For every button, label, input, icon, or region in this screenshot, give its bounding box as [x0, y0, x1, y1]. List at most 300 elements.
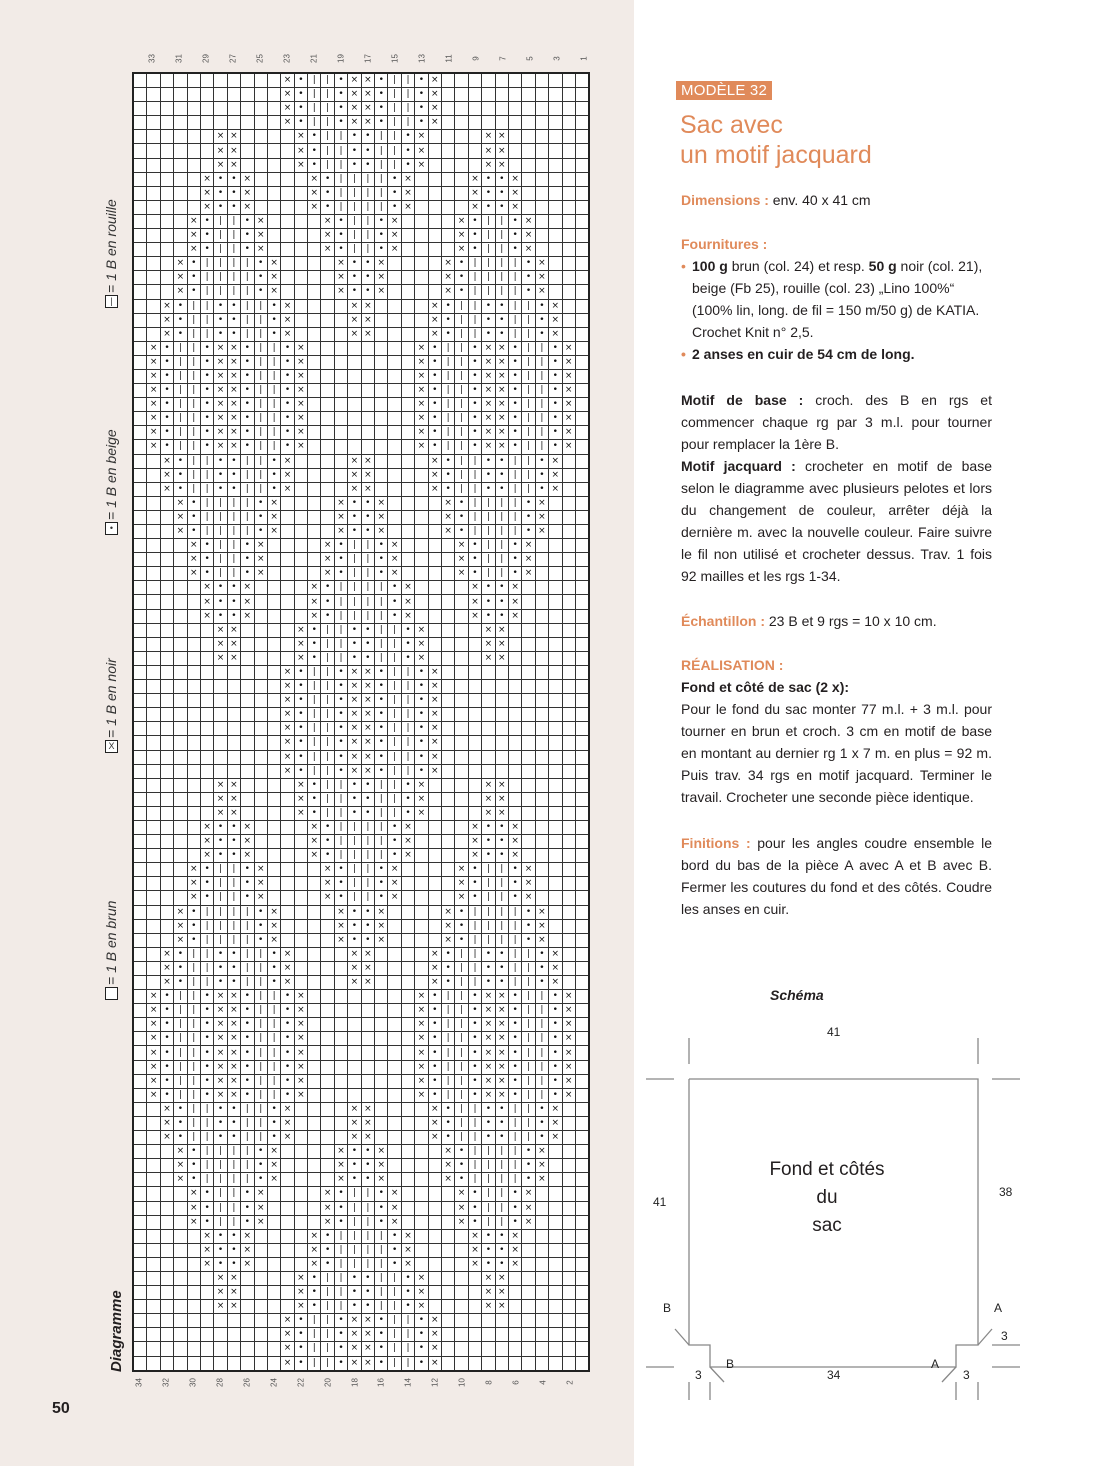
- chart-cell: [535, 102, 548, 116]
- chart-cell: •: [495, 595, 508, 609]
- chart-cell: [549, 1356, 562, 1371]
- chart-cell: ×: [214, 1271, 227, 1285]
- chart-cell: [321, 919, 334, 933]
- chart-cell: •: [508, 990, 521, 1004]
- chart-cell: [294, 510, 307, 524]
- chart-cell: ×: [428, 1102, 441, 1116]
- chart-cell: [321, 525, 334, 539]
- chart-row: [133, 1187, 589, 1201]
- chart-cell: [522, 708, 535, 722]
- chart-cell: [549, 792, 562, 806]
- chart-cell: |: [334, 186, 347, 200]
- chart-cell: [401, 1215, 414, 1229]
- chart-cell: •: [482, 1257, 495, 1271]
- chart-cell: ×: [415, 1286, 428, 1300]
- chart-cell: ×: [388, 891, 401, 905]
- chart-row: [133, 680, 589, 694]
- chart-cell: |: [375, 609, 388, 623]
- chart-cell: [549, 863, 562, 877]
- chart-cell: ×: [415, 341, 428, 355]
- chart-cell: •: [508, 1004, 521, 1018]
- chart-row: [133, 722, 589, 736]
- chart-cell: •: [535, 454, 548, 468]
- chart-cell: [535, 849, 548, 863]
- chart-cell: [321, 976, 334, 990]
- chart-cell: •: [482, 1131, 495, 1145]
- chart-cell: •: [294, 736, 307, 750]
- chart-cell: |: [495, 1159, 508, 1173]
- chart-cell: •: [468, 243, 481, 257]
- chart-cell: [241, 792, 254, 806]
- chart-cell: [455, 116, 468, 130]
- chart-cell: [200, 694, 213, 708]
- chart-cell: [294, 271, 307, 285]
- chart-row: [133, 567, 589, 581]
- chart-cell: [575, 130, 589, 144]
- chart-cell: ×: [160, 299, 173, 313]
- chart-cell: [441, 130, 454, 144]
- chart-cell: ×: [441, 919, 454, 933]
- chart-cell: ×: [348, 1102, 361, 1116]
- chart-cell: [482, 764, 495, 778]
- chart-cell: [187, 1271, 200, 1285]
- chart-cell: [482, 680, 495, 694]
- chart-cell: [133, 482, 147, 496]
- chart-cell: •: [441, 313, 454, 327]
- chart-cell: [575, 1004, 589, 1018]
- chart-cell: [575, 976, 589, 990]
- chart-row: [133, 750, 589, 764]
- chart-cell: [160, 510, 173, 524]
- chart-cell: ×: [147, 440, 160, 454]
- chart-cell: [441, 680, 454, 694]
- chart-cell: •: [200, 877, 213, 891]
- chart-cell: |: [495, 933, 508, 947]
- chart-cell: ×: [348, 947, 361, 961]
- chart-cell: ×: [227, 637, 240, 651]
- qty-other: 50 g: [868, 258, 897, 274]
- chart-cell: •: [348, 623, 361, 637]
- chart-cell: ×: [482, 651, 495, 665]
- schema-corner-b-top: B: [663, 1301, 672, 1315]
- chart-cell: |: [227, 919, 240, 933]
- chart-cell: [147, 1201, 160, 1215]
- chart-cell: [321, 905, 334, 919]
- chart-cell: [401, 468, 414, 482]
- chart-cell: [361, 384, 374, 398]
- chart-row: [133, 792, 589, 806]
- chart-cell: •: [361, 792, 374, 806]
- chart-cell: [428, 172, 441, 186]
- chart-cell: [133, 990, 147, 1004]
- chart-cell: [133, 835, 147, 849]
- chart-cell: [415, 285, 428, 299]
- chart-cell: [401, 905, 414, 919]
- chart-cell: ×: [482, 369, 495, 383]
- chart-cell: [147, 454, 160, 468]
- chart-row: [133, 116, 589, 130]
- chart-cell: [575, 271, 589, 285]
- chart-cell: [361, 1046, 374, 1060]
- chart-cell: |: [455, 947, 468, 961]
- chart-cell: •: [441, 1116, 454, 1130]
- chart-cell: |: [321, 116, 334, 130]
- chart-cell: [174, 623, 187, 637]
- chart-cell: ×: [495, 778, 508, 792]
- chart-cell: ×: [147, 990, 160, 1004]
- chart-cell: [308, 1074, 321, 1088]
- chart-cell: |: [535, 341, 548, 355]
- chart-cell: ×: [441, 525, 454, 539]
- chart-cell: ×: [321, 214, 334, 228]
- chart-cell: •: [375, 863, 388, 877]
- chart-cell: [241, 680, 254, 694]
- chart-cell: |: [401, 665, 414, 679]
- chart-cell: ×: [508, 609, 521, 623]
- chart-cell: [455, 1328, 468, 1342]
- chart-cell: [388, 1018, 401, 1032]
- chart-cell: [441, 144, 454, 158]
- chart-cell: [133, 1060, 147, 1074]
- chart-cell: [133, 1271, 147, 1285]
- chart-cell: ×: [455, 229, 468, 243]
- chart-cell: [549, 595, 562, 609]
- chart-cell: ×: [348, 116, 361, 130]
- chart-cell: [562, 186, 575, 200]
- chart-row: [133, 73, 589, 88]
- chart-cell: •: [428, 1088, 441, 1102]
- chart-cell: [160, 1356, 173, 1371]
- chart-cell: •: [227, 976, 240, 990]
- chart-cell: [334, 961, 347, 975]
- chart-cell: •: [428, 1046, 441, 1060]
- chart-cell: [133, 595, 147, 609]
- chart-cell: |: [187, 1102, 200, 1116]
- chart-cell: [174, 849, 187, 863]
- chart-cell: [227, 88, 240, 102]
- chart-cell: [160, 229, 173, 243]
- chart-cell: |: [214, 863, 227, 877]
- chart-cell: [281, 1215, 294, 1229]
- chart-cell: [455, 623, 468, 637]
- chart-cell: |: [227, 891, 240, 905]
- chart-cell: |: [482, 510, 495, 524]
- chart-cell: ×: [401, 609, 414, 623]
- chart-cell: |: [522, 355, 535, 369]
- chart-cell: •: [241, 398, 254, 412]
- chart-cell: •: [375, 116, 388, 130]
- chart-cell: |: [321, 778, 334, 792]
- chart-cell: [415, 1159, 428, 1173]
- chart-cell: |: [455, 299, 468, 313]
- chart-cell: |: [482, 905, 495, 919]
- chart-cell: [308, 426, 321, 440]
- chart-cell: [455, 1314, 468, 1328]
- chart-cell: [401, 1046, 414, 1060]
- chart-cell: [174, 186, 187, 200]
- chart-cell: [294, 1145, 307, 1159]
- chart-cell: [254, 623, 267, 637]
- chart-cell: [535, 567, 548, 581]
- chart-cell: [415, 243, 428, 257]
- chart-cell: [549, 214, 562, 228]
- chart-cell: [575, 1229, 589, 1243]
- chart-cell: [308, 976, 321, 990]
- chart-cell: [147, 1356, 160, 1371]
- chart-cell: [562, 1187, 575, 1201]
- chart-cell: [415, 271, 428, 285]
- chart-cell: [495, 88, 508, 102]
- chart-cell: |: [254, 1018, 267, 1032]
- chart-cell: [575, 1131, 589, 1145]
- chart-cell: |: [522, 1088, 535, 1102]
- chart-cell: [508, 764, 521, 778]
- chart-cell: [294, 947, 307, 961]
- chart-cell: ×: [294, 144, 307, 158]
- chart-cell: [147, 327, 160, 341]
- chart-cell: ×: [388, 229, 401, 243]
- chart-cell: [308, 440, 321, 454]
- chart-cell: [388, 1032, 401, 1046]
- chart-cell: [147, 313, 160, 327]
- chart-cell: [160, 792, 173, 806]
- chart-cell: |: [495, 553, 508, 567]
- chart-cell: [133, 243, 147, 257]
- chart-cell: •: [549, 384, 562, 398]
- chart-cell: |: [321, 651, 334, 665]
- chart-cell: [160, 820, 173, 834]
- chart-cell: [267, 835, 280, 849]
- chart-cell: |: [334, 595, 347, 609]
- chart-cell: [401, 1145, 414, 1159]
- chart-cell: [428, 186, 441, 200]
- echantillon: [681, 610, 992, 632]
- chart-cell: [455, 694, 468, 708]
- chart-cell: [147, 835, 160, 849]
- chart-cell: |: [455, 482, 468, 496]
- chart-cell: [294, 849, 307, 863]
- chart-cell: [388, 990, 401, 1004]
- chart-cell: ×: [294, 130, 307, 144]
- chart-cell: •: [187, 933, 200, 947]
- chart-cell: [321, 426, 334, 440]
- chart-cell: |: [522, 398, 535, 412]
- chart-cell: •: [388, 200, 401, 214]
- chart-cell: |: [508, 1116, 521, 1130]
- chart-cell: ×: [495, 1074, 508, 1088]
- chart-cell: |: [468, 313, 481, 327]
- chart-cell: [254, 102, 267, 116]
- chart-cell: [562, 1342, 575, 1356]
- chart-cell: •: [200, 1215, 213, 1229]
- chart-cell: ×: [455, 1187, 468, 1201]
- chart-cell: [174, 1187, 187, 1201]
- chart-cell: |: [495, 539, 508, 553]
- chart-cell: [160, 1286, 173, 1300]
- chart-cell: [455, 849, 468, 863]
- chart-cell: ×: [227, 1060, 240, 1074]
- chart-cell: •: [241, 539, 254, 553]
- chart-cell: ×: [187, 1215, 200, 1229]
- chart-cell: [281, 510, 294, 524]
- chart-cell: •: [174, 299, 187, 313]
- chart-cell: [187, 200, 200, 214]
- chart-cell: [401, 229, 414, 243]
- column-label: 24: [269, 1378, 279, 1387]
- chart-cell: ×: [415, 398, 428, 412]
- chart-cell: ×: [428, 102, 441, 116]
- chart-cell: •: [174, 947, 187, 961]
- chart-cell: |: [468, 454, 481, 468]
- chart-cell: [401, 877, 414, 891]
- chart-cell: [535, 1314, 548, 1328]
- chart-cell: [575, 243, 589, 257]
- chart-cell: |: [375, 637, 388, 651]
- chart-cell: [214, 708, 227, 722]
- chart-cell: |: [308, 736, 321, 750]
- chart-cell: [160, 1314, 173, 1328]
- chart-cell: [133, 750, 147, 764]
- column-label: 3: [552, 56, 562, 61]
- chart-cell: •: [482, 200, 495, 214]
- chart-cell: [535, 806, 548, 820]
- chart-cell: [562, 919, 575, 933]
- chart-cell: |: [401, 708, 414, 722]
- chart-cell: [334, 327, 347, 341]
- chart-cell: •: [214, 1243, 227, 1257]
- chart-cell: •: [522, 271, 535, 285]
- chart-cell: [281, 1187, 294, 1201]
- chart-row: [133, 708, 589, 722]
- chart-cell: ×: [267, 905, 280, 919]
- chart-cell: ×: [375, 1159, 388, 1173]
- chart-cell: |: [187, 961, 200, 975]
- chart-cell: [575, 820, 589, 834]
- chart-cell: [133, 1286, 147, 1300]
- chart-cell: •: [294, 665, 307, 679]
- chart-cell: [549, 1314, 562, 1328]
- chart-cell: [441, 553, 454, 567]
- chart-cell: [361, 398, 374, 412]
- chart-cell: [508, 792, 521, 806]
- chart-cell: •: [227, 1116, 240, 1130]
- chart-cell: •: [375, 1314, 388, 1328]
- chart-cell: [241, 130, 254, 144]
- chart-cell: [549, 877, 562, 891]
- chart-cell: [562, 172, 575, 186]
- chart-cell: ×: [361, 299, 374, 313]
- chart-cell: [428, 792, 441, 806]
- chart-cell: |: [214, 525, 227, 539]
- chart-cell: [254, 651, 267, 665]
- chart-cell: ×: [415, 637, 428, 651]
- chart-cell: ×: [294, 426, 307, 440]
- chart-cell: |: [441, 1032, 454, 1046]
- chart-cell: |: [321, 750, 334, 764]
- chart-cell: ×: [495, 1286, 508, 1300]
- chart-cell: [241, 764, 254, 778]
- chart-cell: |: [508, 1102, 521, 1116]
- chart-cell: •: [348, 1159, 361, 1173]
- chart-cell: [308, 257, 321, 271]
- chart-cell: |: [334, 849, 347, 863]
- chart-cell: [227, 1356, 240, 1371]
- chart-cell: ×: [495, 384, 508, 398]
- chart-cell: [535, 229, 548, 243]
- chart-cell: [133, 1004, 147, 1018]
- chart-cell: |: [482, 891, 495, 905]
- chart-cell: |: [375, 130, 388, 144]
- chart-cell: •: [160, 1088, 173, 1102]
- chart-cell: [294, 186, 307, 200]
- column-label: 18: [350, 1378, 360, 1387]
- chart-cell: [133, 285, 147, 299]
- chart-cell: [267, 1342, 280, 1356]
- chart-cell: ×: [549, 313, 562, 327]
- chart-cell: [575, 1060, 589, 1074]
- chart-cell: ×: [174, 257, 187, 271]
- chart-cell: ×: [415, 1300, 428, 1314]
- chart-cell: •: [214, 299, 227, 313]
- chart-cell: [441, 623, 454, 637]
- chart-cell: •: [388, 595, 401, 609]
- chart-cell: •: [214, 820, 227, 834]
- chart-cell: •: [214, 1102, 227, 1116]
- chart-cell: |: [227, 229, 240, 243]
- chart-cell: •: [334, 243, 347, 257]
- chart-row: [133, 623, 589, 637]
- chart-cell: [267, 665, 280, 679]
- chart-cell: |: [214, 1187, 227, 1201]
- chart-cell: [308, 905, 321, 919]
- chart-cell: [535, 595, 548, 609]
- chart-cell: ×: [388, 1201, 401, 1215]
- chart-cell: ×: [508, 595, 521, 609]
- column-label: 6: [511, 1380, 521, 1385]
- chart-cell: [160, 722, 173, 736]
- chart-cell: [575, 1356, 589, 1371]
- chart-cell: |: [227, 863, 240, 877]
- chart-cell: |: [468, 1131, 481, 1145]
- chart-cell: [174, 820, 187, 834]
- chart-cell: ×: [401, 1243, 414, 1257]
- chart-cell: ×: [401, 200, 414, 214]
- chart-cell: [522, 665, 535, 679]
- chart-cell: [267, 1328, 280, 1342]
- chart-cell: [133, 623, 147, 637]
- chart-cell: •: [308, 792, 321, 806]
- chart-cell: [147, 553, 160, 567]
- chart-cell: [308, 1201, 321, 1215]
- chart-cell: |: [200, 271, 213, 285]
- chart-cell: ×: [227, 426, 240, 440]
- chart-cell: [455, 651, 468, 665]
- chart-cell: ×: [508, 1243, 521, 1257]
- chart-cell: |: [321, 144, 334, 158]
- chart-cell: |: [441, 341, 454, 355]
- chart-cell: •: [334, 567, 347, 581]
- chart-cell: |: [254, 1088, 267, 1102]
- chart-cell: [361, 1032, 374, 1046]
- chart-cell: |: [267, 398, 280, 412]
- chart-cell: [562, 553, 575, 567]
- chart-cell: •: [241, 1004, 254, 1018]
- chart-cell: ×: [415, 1004, 428, 1018]
- chart-cell: [401, 271, 414, 285]
- chart-cell: [441, 665, 454, 679]
- chart-cell: [455, 792, 468, 806]
- chart-cell: [415, 510, 428, 524]
